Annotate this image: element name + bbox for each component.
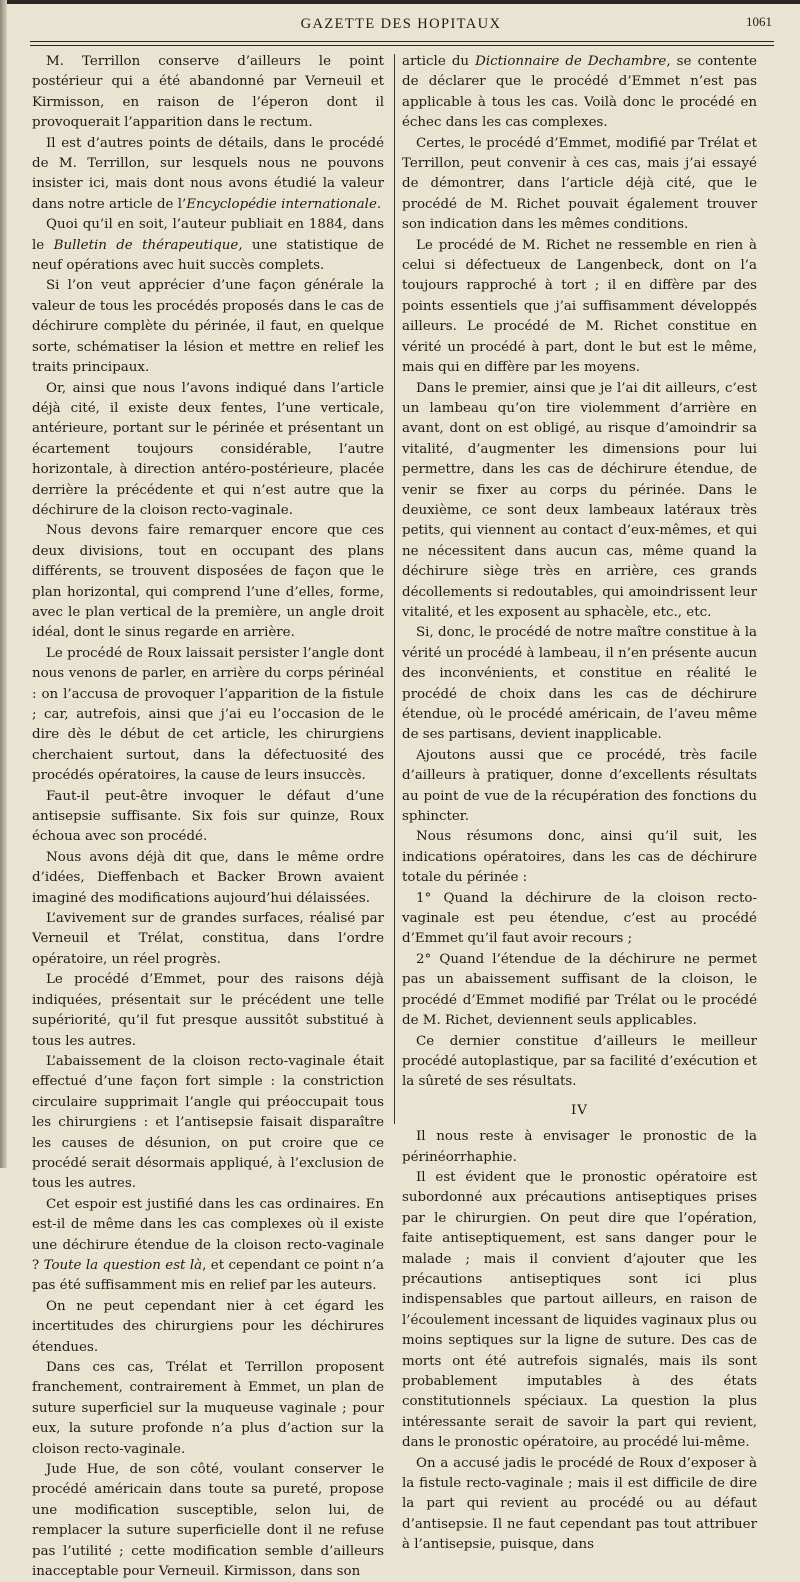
paragraph — [402, 1454, 757, 1556]
paragraph-text: Le procédé de M. Richet ne ressemble en rien à celui si défectueux de Langenbeck, dont on l’a toujours rapproché à tort ; il en diffère par des points essentiels que j’ai suffisamment développés ailleurs. Le procédé de M. Richet constitue en vérité un procédé à part, dont le but est le même, mais qui en diffère par les moyens. — [402, 237, 757, 376]
running-header — [28, 14, 774, 38]
paragraph-text: Le procédé d’Emmet, pour des raisons déjà indiquées, présentait sur le précédent une telle supériorité, qu’il fut presque aussitôt substitué à tous les autres. — [32, 972, 384, 1049]
italic-title: Encyclopédie internationale — [186, 196, 377, 212]
paragraph — [402, 52, 757, 134]
paragraph-text: Cet espoir est justifié dans les cas ordinaires. En est-il de même dans les cas complexes où il existe une déchirure étendue de la cloison recto-vaginale ? — [32, 1196, 384, 1273]
italic-title: Toute la question est là — [43, 1257, 203, 1273]
paragraph-text: article du — [402, 54, 476, 69]
paragraph — [402, 1032, 757, 1093]
paragraph — [32, 848, 384, 909]
italic-title: Bulletin de thérapeutique — [53, 237, 239, 253]
paragraph-text: On a accusé jadis le procédé de Roux d’exposer à la fistule recto-vaginale ; mais il est difficile de dire la part qui revient au procédé ou au défaut d’antisepsie. Il ne faut cependant pas tout attribuer à l’antisepsie, puisque, dans — [402, 1455, 757, 1553]
paragraph — [32, 1195, 384, 1297]
section-heading — [402, 1101, 757, 1121]
paragraph — [32, 134, 384, 216]
paragraph-text: M. Terrillon conserve d’ailleurs le point postérieur qui a été abandonné par Verneuil et Kirmisson, en raison de l’éperon dont il provoquerait l’apparition dans le rectum. — [32, 54, 384, 131]
paragraph — [32, 970, 384, 1052]
page-number: 1061 — [746, 14, 772, 29]
paragraph-text: IV — [571, 1102, 588, 1118]
paragraph-text: Si l’on veut apprécier d’une façon générale la valeur de tous les procédés proposés dans le cas de déchirure complète du périnée, il faut, en quelque sorte, schématiser la lésion et mettre en relief les traits principaux. — [32, 278, 384, 376]
paragraph-text-continued: , une statistique de neuf opérations avec huit succès complets. — [32, 237, 384, 274]
page-binding-edge — [0, 0, 7, 1168]
paragraph — [32, 52, 384, 134]
journal-title: GAZETTE DES HOPITAUX — [300, 16, 502, 32]
paragraph-text-continued: , se contente de déclarer que le procédé d’Emmet n’est pas applicable à tous les cas. Voilà donc le procédé en échec dans les cas complexes. — [402, 54, 757, 131]
paragraph — [402, 134, 757, 236]
page-top-edge — [0, 0, 800, 4]
paragraph — [402, 236, 757, 379]
header-rule-thick — [30, 41, 774, 42]
paragraph-text: Il est évident que le pronostic opératoire est subordonné aux précautions antiseptiques prises par le chirurgien. On peut dire que l’opération, faite antiseptiquement, est sans danger pour le malade ; mais il convient d’ajouter que les précautions antiseptiques sont ici plus indispensables que partout ailleurs, en raison de l’écoulement incessant de liquides vaginaux plus ou moins septiques sur la ligne de suture. Des cas de morts ont été autrefois signalés, mais ils sont probablement imputables à des états constitutionnels spéciaux. La question la plus intéressante serait de savoir la part qui revient, dans le pronostic opératoire, au procédé lui-même. — [402, 1169, 757, 1451]
paragraph — [32, 909, 384, 970]
right-column — [402, 52, 758, 1553]
paragraph-text: 2° Quand l’étendue de la déchirure ne permet pas un abaissement suffisant de la cloison, le procédé d’Emmet modifié par Trélat ou le procédé de M. Richet, deviennent seuls applicables. — [402, 951, 757, 1029]
paragraph — [32, 1297, 384, 1358]
paragraph-text: Dans le premier, ainsi que je l’ai dit ailleurs, c’est un lambeau qu’on tire violemment d’arrière en avant, dont on est obligé, au risque d’amoindrir sa vitalité, d’augmenter les dimensions pour lui permettre, dans les cas de déchirure étendue, de venir se fixer au corps du périnée. Dans le deuxième, ce sont deux lambeaux latéraux très petits, qui viennent au contact d’eux-mêmes, et qui ne nécessitent dans aucun cas, même quand la déchirure siège très en arrière, ces grands décollements si redoutables, qui amoindrissent leur vitalité, et les exposent au sphacèle, etc., etc. — [402, 380, 757, 620]
paragraph — [32, 1358, 384, 1460]
paragraph — [32, 276, 384, 378]
paragraph-text: Il est d’autres points de détails, dans le procédé de M. Terrillon, sur lesquels nous ne pouvons insister ici, mais dont nous avons étudié la valeur dans notre article de l’ — [32, 135, 384, 212]
paragraph — [32, 379, 384, 522]
paragraph-text-continued: . — [376, 196, 382, 212]
paragraph — [402, 950, 757, 1032]
paragraph-text: Quoi qu’il en soit, l’auteur publiait en 1884, dans le — [32, 217, 384, 253]
paragraph-text: L’abaissement de la cloison recto-vaginale était effectué d’une façon fort simple : la constriction circulaire supprimait l’angle qui préoccupait tous les chirurgiens : et l’antisepsie faisait disparaître les causes de désunion, on put croire que ce procédé serait désormais appliqué, à l’exclusion de tous les autres. — [32, 1053, 384, 1192]
paragraph — [402, 889, 757, 950]
paragraph — [402, 623, 757, 745]
paragraph-text: Si, donc, le procédé de notre maître constitue à la vérité un procédé à lambeau, il n’en présente aucun des inconvénients, et constitue en réalité le procédé de choix dans les cas de déchirure étendue, où le procédé américain, de l’aveu même de ses partisans, devient inapplicable. — [402, 625, 758, 743]
paragraph-text: On ne peut cependant nier à cet égard les incertitudes des chirurgiens pour les déchirures étendues. — [32, 1298, 384, 1355]
paragraph — [32, 521, 384, 643]
italic-title: Dictionnaire de Dechambre — [475, 54, 667, 69]
paragraph — [32, 1460, 384, 1582]
paragraph — [32, 215, 384, 276]
paragraph-text: Jude Hue, de son côté, voulant conserver le procédé américain dans toute sa pureté, propose une modification susceptible, selon lui, de remplacer la suture superficielle dont il ne refuse pas l’utilité ; cette modification semble d’ailleurs inacceptable pour Verneuil. Kirmisson, dans son — [32, 1462, 384, 1580]
paragraph-text: Dans ces cas, Trélat et Terrillon proposent franchement, contrairement à Emmet, un plan de suture superficiel sur la muqueuse vaginale ; pour eux, la suture profonde n’a plus d’action sur la cloison recto-vaginale. — [32, 1360, 384, 1457]
paragraph — [402, 1168, 757, 1454]
paragraph-text: Or, ainsi que nous l’avons indiqué dans l’article déjà cité, il existe deux fentes, l’une verticale, antérieure, portant sur le périnée et présentant un écartement toujours considérable, l’autre horizontale, à direction antéro-postérieure, placée derrière la précédente et qui n’est autre que la déchirure de la cloison recto-vaginale. — [32, 380, 384, 518]
paragraph-text: Le procédé de Roux laissait persister l’angle dont nous venons de parler, en arrière du corps périnéal : on l’accusa de provoquer l’apparition de la fistule ; car, autrefois, ainsi que j’ai eu l’occasion de le dire dès le début de cet article, les chirurgiens cherchaient surtout, dans la défectuosité des procédés opératoires, la cause de leurs insuccès. — [32, 645, 384, 784]
header-rule-thin — [30, 45, 774, 46]
paragraph — [402, 827, 757, 888]
paragraph-text: Ajoutons aussi que ce procédé, très facile d’ailleurs à pratiquer, donne d’excellents résultats au point de vue de la récupération des fonctions du sphincter. — [402, 747, 757, 825]
paragraph-text: Faut-il peut-être invoquer le défaut d’une antisepsie suffisante. Six fois sur quinze, Roux échoua avec son procédé. — [32, 788, 384, 845]
paragraph-text: Ce dernier constitue d’ailleurs le meilleur procédé autoplastique, par sa facilité d’exécution et la sûreté de ses résultats. — [402, 1033, 757, 1090]
paragraph — [32, 1052, 384, 1195]
paragraph-text: Nous résumons donc, ainsi qu’il suit, les indications opératoires, dans les cas de déchirure totale du périnée : — [402, 829, 757, 886]
paragraph — [32, 644, 384, 787]
paragraph — [402, 1127, 757, 1168]
paragraph-text-continued: , et cependant ce point n’a pas été suffisamment mis en relief par les auteurs. — [32, 1257, 384, 1294]
left-column — [32, 52, 384, 1580]
paragraph — [32, 787, 384, 848]
paragraph-text: Il nous reste à envisager le pronostic de la périnéorrhaphie. — [402, 1129, 757, 1165]
column-divider — [394, 54, 395, 1124]
paragraph-text: L’avivement sur de grandes surfaces, réalisé par Verneuil et Trélat, constitua, dans l’ordre opératoire, un réel progrès. — [32, 911, 384, 967]
paragraph-text: Nous avons déjà dit que, dans le même ordre d’idées, Dieffenbach et Backer Brown avaient imaginé des modifications aujourd’hui délaissées. — [32, 849, 384, 906]
paragraph-text: 1° Quand la déchirure de la cloison recto-vaginale est peu étendue, c’est au procédé d’Emmet qu’il faut avoir recours ; — [402, 890, 757, 947]
paragraph-text: Certes, le procédé d’Emmet, modifié par Trélat et Terrillon, peut convenir à ces cas, mais j’ai essayé de démontrer, dans l’article déjà cité, que le procédé de M. Richet pouvait également trouver son indication dans les mêmes conditions. — [402, 135, 757, 233]
paragraph-text: Nous devons faire remarquer encore que ces deux divisions, tout en occupant des plans différents, se trouvent disposées de façon que le plan horizontal, qui comprend l’une d’elles, forme, avec le plan vertical de la première, un angle droit idéal, dont le sinus regarde en arrière. — [32, 523, 384, 641]
paragraph — [402, 746, 757, 828]
paragraph — [402, 379, 757, 624]
